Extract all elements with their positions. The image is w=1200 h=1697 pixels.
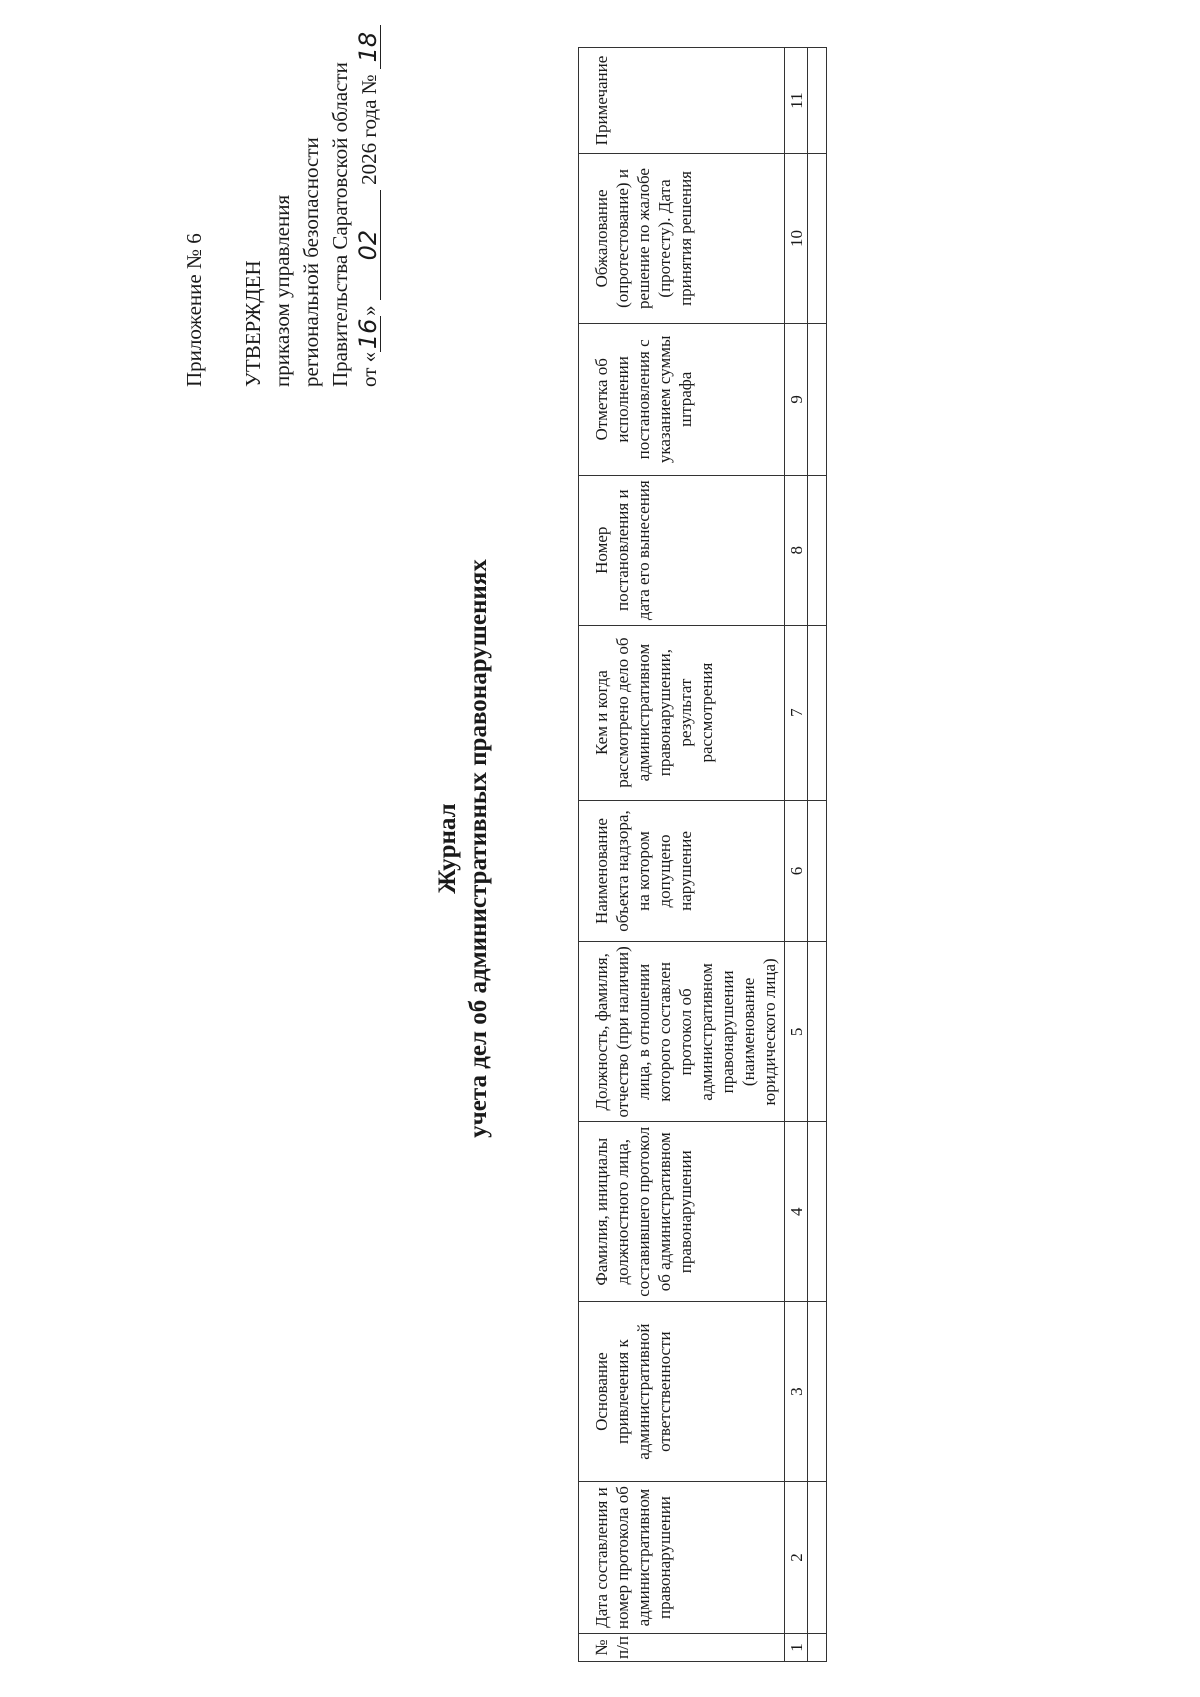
column-number: 5 — [785, 942, 808, 1122]
title-line-1: Журнал — [434, 803, 461, 894]
approval-line-1: приказом управления — [270, 194, 294, 387]
date-prefix: от « — [357, 351, 381, 387]
header-cell-3: Основание привлечения к административной ответственности — [579, 1302, 785, 1482]
handwritten-order-number: 18 — [356, 25, 381, 69]
empty-cell — [808, 323, 827, 475]
header-cell-1: № п/п — [579, 1634, 785, 1662]
column-number: 11 — [785, 48, 808, 154]
empty-cell — [808, 800, 827, 942]
approval-block — [180, 25, 384, 387]
column-number: 6 — [785, 800, 808, 942]
empty-cell — [808, 1482, 827, 1634]
column-number: 8 — [785, 475, 808, 625]
column-number: 9 — [785, 323, 808, 475]
year-text: 2026 года № — [357, 74, 381, 185]
handwritten-month: 02 — [356, 190, 381, 300]
approval-line-3: Правительства Саратовской области — [328, 62, 352, 387]
header-cell-8: Номер постановления и дата его вынесения — [579, 475, 785, 625]
empty-cell — [808, 1122, 827, 1302]
header-cell-7: Кем и когда рассмотрено дело об административном правонарушении, результат рассмотрения — [579, 625, 785, 800]
approved-label: УТВЕРЖДЕН — [241, 260, 265, 387]
approval-date-line — [355, 25, 384, 387]
empty-cell — [808, 1302, 827, 1482]
column-number-row — [785, 48, 808, 1662]
header-cell-6: Наименование объекта надзора, на котором допущено нарушение — [579, 800, 785, 942]
column-number: 1 — [785, 1634, 808, 1662]
header-row — [579, 48, 785, 1662]
empty-cell — [808, 1634, 827, 1662]
date-quote-close: » — [357, 305, 381, 316]
header-cell-10: Обжалование (опротестование) и решение по жалобе (протесту). Дата принятия решения — [579, 154, 785, 324]
empty-cell — [808, 154, 827, 324]
empty-cell — [808, 48, 827, 154]
approval-line-2: региональной безопасности — [299, 137, 323, 387]
empty-table-row — [808, 48, 827, 1662]
column-number: 7 — [785, 625, 808, 800]
title-line-2: учета дел об административных правонарушениях — [465, 559, 492, 1138]
handwritten-day: 16 — [356, 316, 381, 352]
empty-cell — [808, 942, 827, 1122]
empty-cell — [808, 475, 827, 625]
column-number: 2 — [785, 1482, 808, 1634]
header-cell-2: Дата составления и номер протокола об административном правонарушении — [579, 1482, 785, 1634]
empty-cell — [808, 625, 827, 800]
column-number: 10 — [785, 154, 808, 324]
journal-title — [432, 0, 494, 1697]
header-cell-5: Должность, фамилия, отчество (при наличии) лица, в отношении которого составлен протокол об административном правонарушении (наименование юридического лица) — [579, 942, 785, 1122]
journal-table — [578, 47, 827, 1662]
header-cell-11: Примечание — [579, 48, 785, 154]
column-number: 4 — [785, 1122, 808, 1302]
header-cell-9: Отметка об исполнении постановления с указанием суммы штрафа — [579, 323, 785, 475]
header-cell-4: Фамилия, инициалы должностного лица, составившего протокол об административном правонарушении — [579, 1122, 785, 1302]
appendix-label: Приложение № 6 — [182, 233, 206, 387]
column-number: 3 — [785, 1302, 808, 1482]
